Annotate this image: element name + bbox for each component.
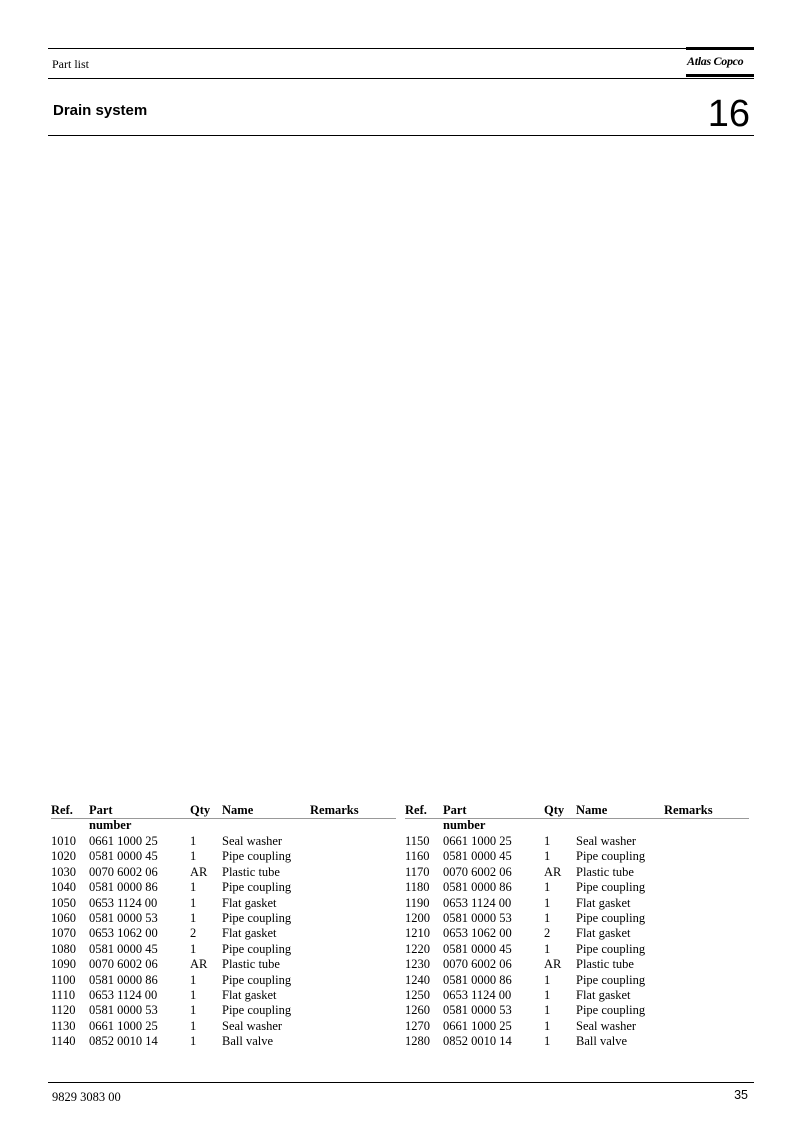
cell-qty: 1: [544, 895, 551, 910]
header-label: Part list: [52, 57, 90, 71]
cell-part-number: 0070 6002 06: [89, 957, 158, 972]
cell-ref: 1190: [405, 895, 430, 910]
cell-name: Pipe coupling: [576, 941, 646, 956]
cell-name: Pipe coupling: [576, 910, 646, 925]
cell-qty: 1: [190, 849, 197, 864]
cell-qty: 1: [544, 910, 551, 925]
cell-ref: 1140: [51, 1034, 76, 1049]
cell-qty: AR: [544, 864, 562, 879]
cell-ref: 1270: [405, 1018, 430, 1033]
footer-rule: [48, 1082, 754, 1083]
cell-ref: 1180: [405, 880, 430, 895]
cell-qty: 1: [544, 987, 551, 1002]
cell-name: Plastic tube: [222, 957, 280, 972]
cell-ref: 1170: [405, 864, 430, 879]
cell-ref: 1070: [51, 926, 76, 941]
cell-name: Pipe coupling: [222, 941, 292, 956]
cell-name: Flat gasket: [576, 895, 631, 910]
cell-qty: 1: [544, 972, 551, 987]
cell-part-number: 0581 0000 45: [443, 849, 512, 864]
cell-qty: 1: [544, 834, 551, 848]
cell-part-number: 0661 1000 25: [443, 1018, 512, 1033]
cell-qty: 1: [544, 1034, 551, 1049]
cell-part-number: 0581 0000 86: [443, 972, 512, 987]
cell-qty: 1: [544, 1018, 551, 1033]
cell-ref: 1080: [51, 941, 76, 956]
cell-ref: 1250: [405, 987, 430, 1002]
cell-name: Seal washer: [576, 1018, 637, 1033]
cell-name: Pipe coupling: [576, 972, 646, 987]
cell-part-number: 0653 1062 00: [89, 926, 158, 941]
footer-page-number: 35: [734, 1088, 748, 1102]
cell-part-number: 0661 1000 25: [89, 834, 158, 848]
footer-doc-number: 9829 3083 00: [52, 1090, 121, 1104]
cell-qty: 1: [190, 941, 197, 956]
cell-ref: 1130: [51, 1018, 76, 1033]
cell-ref: 1020: [51, 849, 76, 864]
brand-logo-text: Atlas Copco: [687, 54, 744, 68]
cell-qty: AR: [190, 957, 208, 972]
cell-name: Pipe coupling: [576, 880, 646, 895]
cell-part-number: 0653 1124 00: [443, 987, 512, 1002]
cell-qty: 1: [190, 910, 197, 925]
section-title: Drain system: [53, 102, 148, 119]
cell-name: Plastic tube: [576, 957, 634, 972]
cell-ref: 1260: [405, 1003, 430, 1018]
cell-ref: 1040: [51, 880, 76, 895]
column-header-name: Name: [222, 803, 254, 817]
cell-name: Pipe coupling: [222, 849, 292, 864]
header-bottom-rule: [48, 135, 754, 136]
cell-name: Flat gasket: [576, 987, 631, 1002]
cell-part-number: 0653 1062 00: [443, 926, 512, 941]
cell-part-number: 0581 0000 53: [89, 910, 158, 925]
cell-ref: 1030: [51, 864, 76, 879]
column-header-part-number: Part number: [443, 803, 486, 832]
cell-name: Pipe coupling: [222, 910, 292, 925]
cell-name: Pipe coupling: [222, 880, 292, 895]
cell-qty: AR: [544, 957, 562, 972]
column-header-ref: Ref.: [51, 803, 73, 817]
cell-name: Flat gasket: [222, 926, 277, 941]
cell-name: Flat gasket: [222, 895, 277, 910]
cell-qty: 1: [544, 941, 551, 956]
header-mid-rule: [48, 78, 754, 79]
cell-part-number: 0852 0010 14: [89, 1034, 158, 1049]
header-top-rule: [48, 48, 754, 49]
cell-qty: 1: [190, 972, 197, 987]
cell-name: Flat gasket: [222, 987, 277, 1002]
column-header-qty: Qty: [544, 803, 565, 817]
cell-part-number: 0581 0000 45: [89, 941, 158, 956]
cell-name: Pipe coupling: [222, 1003, 292, 1018]
cell-ref: 1110: [51, 987, 76, 1002]
cell-ref: 1090: [51, 957, 76, 972]
cell-name: Seal washer: [222, 834, 283, 848]
cell-qty: 1: [190, 1018, 197, 1033]
column-header-remarks: Remarks: [310, 803, 359, 817]
cell-ref: 1280: [405, 1034, 430, 1049]
cell-ref: 1150: [405, 834, 430, 848]
cell-qty: 2: [190, 926, 197, 941]
column-header-qty: Qty: [190, 803, 211, 817]
cell-part-number: 0581 0000 86: [89, 880, 158, 895]
cell-qty: 1: [544, 880, 551, 895]
cell-qty: AR: [190, 864, 208, 879]
cell-part-number: 0070 6002 06: [89, 864, 158, 879]
cell-part-number: 0581 0000 53: [443, 910, 512, 925]
cell-qty: 1: [544, 1003, 551, 1018]
cell-qty: 1: [190, 1003, 197, 1018]
cell-qty: 1: [190, 987, 197, 1002]
cell-part-number: 0070 6002 06: [443, 957, 512, 972]
cell-part-number: 0852 0010 14: [443, 1034, 512, 1049]
column-header-remarks: Remarks: [664, 803, 713, 817]
cell-qty: 2: [544, 926, 551, 941]
cell-part-number: 0581 0000 53: [443, 1003, 512, 1018]
cell-part-number: 0581 0000 53: [89, 1003, 158, 1018]
cell-part-number: 0653 1124 00: [89, 987, 158, 1002]
cell-ref: 1050: [51, 895, 76, 910]
cell-part-number: 0581 0000 86: [443, 880, 512, 895]
cell-name: Ball valve: [576, 1034, 628, 1049]
section-number: 16: [707, 93, 750, 135]
cell-part-number: 0070 6002 06: [443, 864, 512, 879]
cell-ref: 1220: [405, 941, 430, 956]
column-header-ref: Ref.: [405, 803, 427, 817]
cell-name: Seal washer: [576, 834, 637, 848]
cell-part-number: 0653 1124 00: [443, 895, 512, 910]
column-header-part-number: Part number: [89, 803, 132, 832]
cell-name: Flat gasket: [576, 926, 631, 941]
cell-ref: 1120: [51, 1003, 76, 1018]
cell-part-number: 0661 1000 25: [89, 1018, 158, 1033]
cell-name: Pipe coupling: [576, 1003, 646, 1018]
cell-name: Pipe coupling: [576, 849, 646, 864]
cell-ref: 1160: [405, 849, 430, 864]
cell-ref: 1200: [405, 910, 430, 925]
cell-ref: 1010: [51, 834, 76, 848]
cell-name: Ball valve: [222, 1034, 274, 1049]
cell-qty: 1: [190, 1034, 197, 1049]
cell-name: Plastic tube: [222, 864, 280, 879]
table-header-rule: [51, 818, 396, 819]
cell-qty: 1: [544, 849, 551, 864]
cell-ref: 1060: [51, 910, 76, 925]
cell-ref: 1230: [405, 957, 430, 972]
cell-ref: 1210: [405, 926, 430, 941]
cell-name: Plastic tube: [576, 864, 634, 879]
cell-ref: 1240: [405, 972, 430, 987]
cell-part-number: 0653 1124 00: [89, 895, 158, 910]
cell-part-number: 0661 1000 25: [443, 834, 512, 848]
cell-part-number: 0581 0000 45: [89, 849, 158, 864]
cell-part-number: 0581 0000 86: [89, 972, 158, 987]
column-header-name: Name: [576, 803, 608, 817]
cell-part-number: 0581 0000 45: [443, 941, 512, 956]
cell-name: Pipe coupling: [222, 972, 292, 987]
cell-qty: 1: [190, 880, 197, 895]
brand-logo: [686, 47, 754, 77]
table-header-rule: [405, 818, 749, 819]
cell-ref: 1100: [51, 972, 76, 987]
cell-qty: 1: [190, 895, 197, 910]
cell-qty: 1: [190, 834, 197, 848]
cell-name: Seal washer: [222, 1018, 283, 1033]
